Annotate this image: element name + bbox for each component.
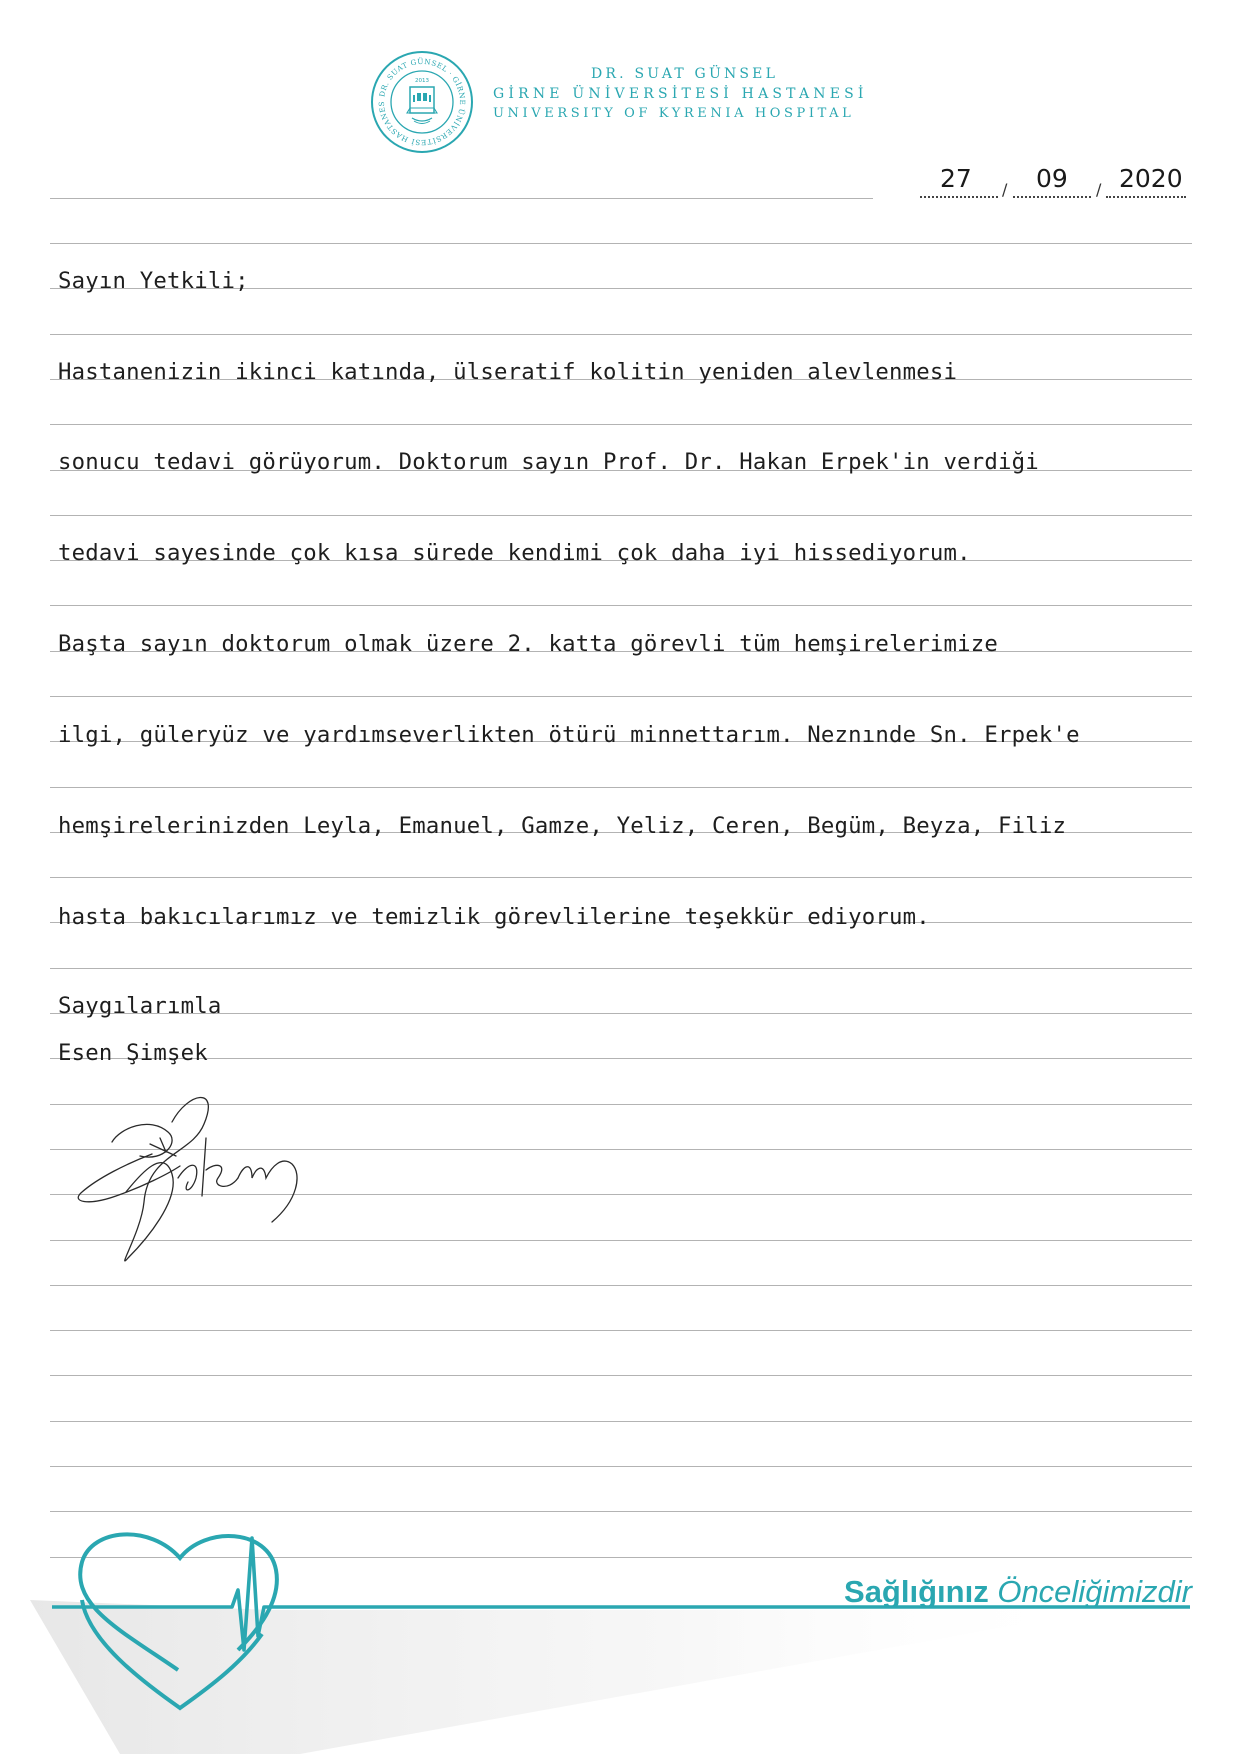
ruled-line <box>50 605 1192 606</box>
letter-line: Hastanenizin ikinci katında, ülseratif kolitin yeniden alevlenmesi <box>58 359 958 385</box>
date-day-dots <box>920 196 998 198</box>
slogan-italic: Önceliğimizdir <box>997 1574 1192 1609</box>
slogan-bold: Sağlığınız <box>844 1574 989 1609</box>
letter-line: sonucu tedavi görüyorum. Doktorum sayın Prof. Dr. Hakan Erpek'in verdiği <box>58 449 1039 475</box>
ruled-line <box>50 1330 1192 1331</box>
letter-line: Başta sayın doktorum olmak üzere 2. katta görevli tüm hemşirelerimize <box>58 631 999 657</box>
ruled-line <box>50 243 1192 244</box>
ruled-line <box>50 696 1192 697</box>
letter-salutation: Sayın Yetkili; <box>58 268 249 294</box>
hospital-name-line1: DR. SUAT GÜNSEL <box>591 66 779 82</box>
date-day: 27 <box>940 164 972 193</box>
footer-heart-pulse-icon <box>0 1510 1242 1754</box>
date-separator-1: / <box>1002 180 1008 199</box>
ruled-line <box>50 1466 1192 1467</box>
hospital-seal-logo <box>370 50 474 154</box>
date-year-dots <box>1106 196 1186 198</box>
letter-line: hasta bakıcılarımız ve temizlik görevlilerine teşekkür ediyorum. <box>58 904 930 930</box>
footer-slogan <box>844 1574 1192 1610</box>
hospital-name-line3: UNIVERSITY OF KYRENIA HOSPITAL <box>493 106 855 121</box>
ruled-line <box>50 877 1192 878</box>
ruled-line <box>50 1285 1192 1286</box>
svg-text:DR. SUAT GÜNSEL · GİRNE ÜNİVER: DR. SUAT GÜNSEL · GİRNE ÜNİVERSİTESİ HASTANES <box>376 56 468 148</box>
letter-closing: Saygılarımla <box>58 993 222 1019</box>
letter-signer-name: Esen Şimşek <box>58 1040 208 1066</box>
date-month: 09 <box>1036 164 1068 193</box>
svg-text:2013: 2013 <box>415 78 429 84</box>
letter-line: ilgi, güleryüz ve yardımseverlikten ötürü minnettarım. Neznınde Sn. Erpek'e <box>58 722 1080 748</box>
letter-line: hemşirelerinizden Leyla, Emanuel, Gamze, Yeliz, Ceren, Begüm, Beyza, Filiz <box>58 813 1067 839</box>
hospital-name-line2: GİRNE ÜNİVERSİTESİ HASTANESİ <box>493 86 868 102</box>
ruled-line <box>50 1058 1192 1059</box>
letter-line: tedavi sayesinde çok kısa sürede kendimi çok daha iyi hissediyorum. <box>58 540 971 566</box>
date-year: 2020 <box>1119 164 1183 193</box>
ruled-line <box>50 968 1192 969</box>
ruled-line <box>50 787 1192 788</box>
ruled-line <box>50 424 1192 425</box>
ruled-line <box>50 1375 1192 1376</box>
date-separator-2: / <box>1096 180 1102 199</box>
ruled-line <box>50 198 873 199</box>
date-month-dots <box>1013 196 1091 198</box>
ruled-line <box>50 1421 1192 1422</box>
hospital-name <box>493 64 868 124</box>
ruled-line <box>50 515 1192 516</box>
ruled-line <box>50 334 1192 335</box>
handwritten-signature <box>68 1082 348 1282</box>
